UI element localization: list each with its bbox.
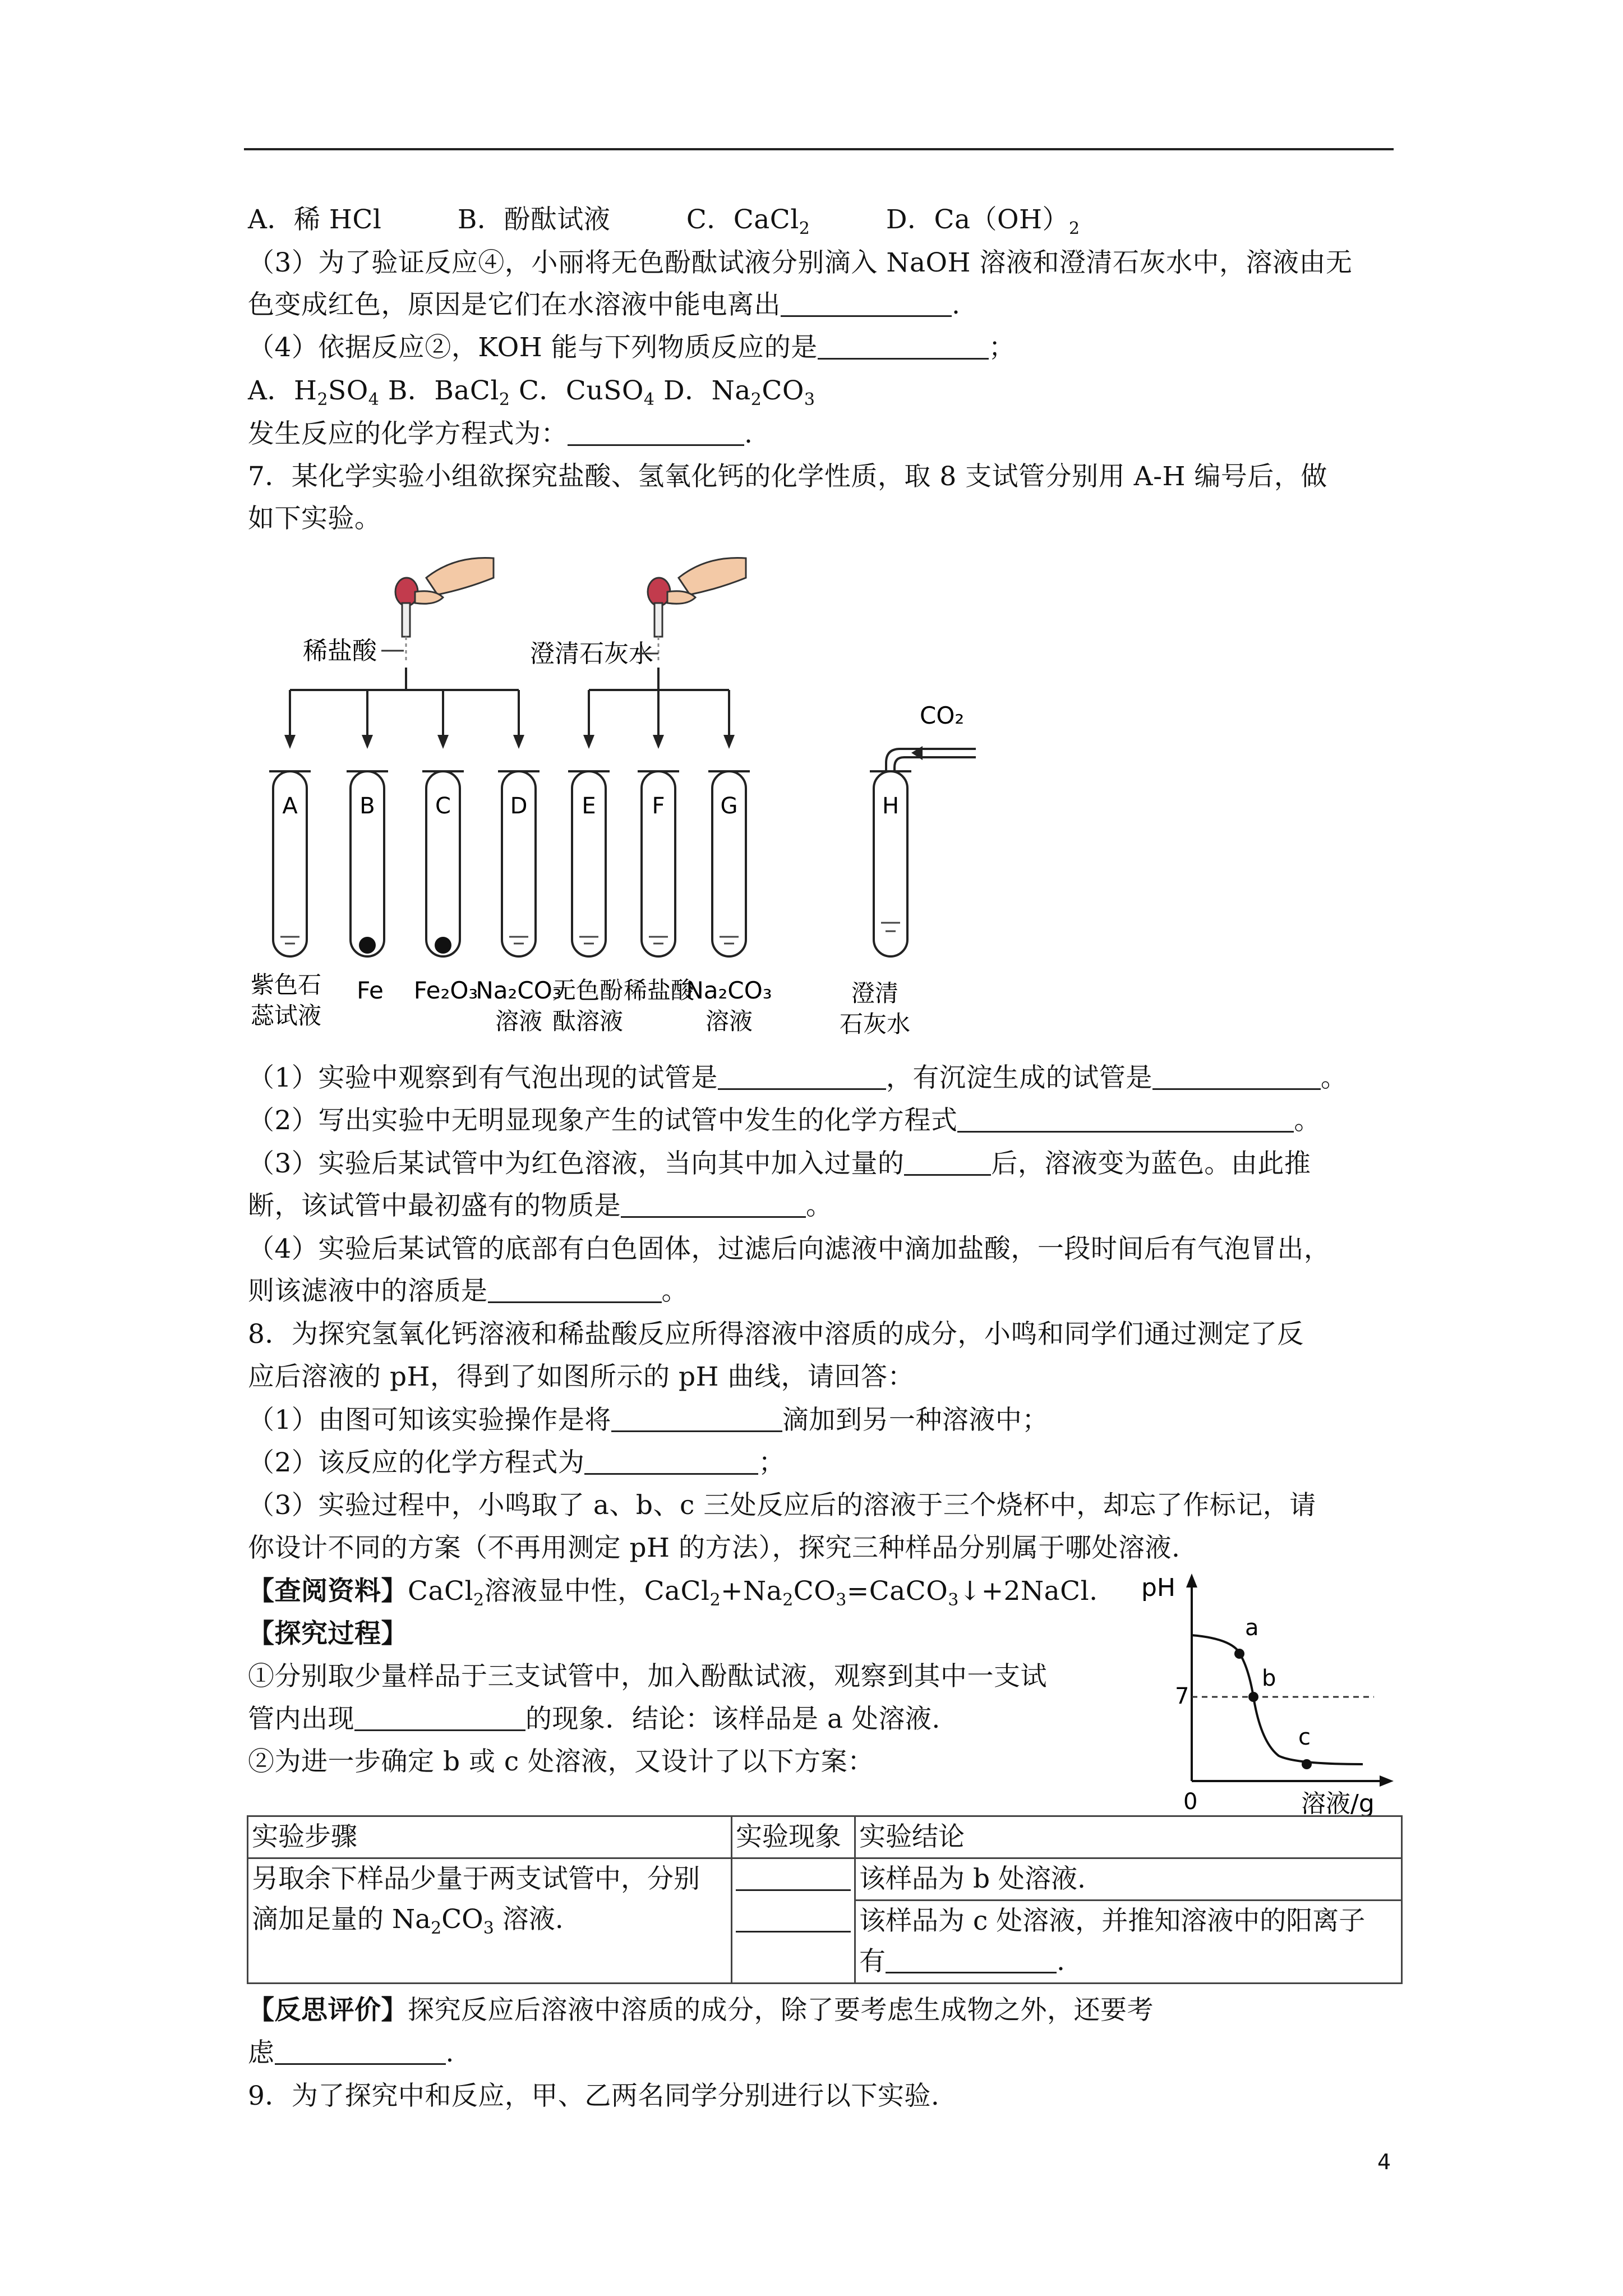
answer-blank[interactable] [718, 1062, 886, 1090]
options-q2: A．稀 HCl B．酚酞试液 C．CaCl$_2$ D．$Ca(OH)_2$ [248, 204, 1080, 238]
q8-line4: （2）该反应的化学方程式为 ； [248, 1447, 785, 1478]
answer-blank[interactable] [611, 1405, 782, 1432]
q7-sub4b: 则该滤液中的溶质是 。 [248, 1276, 688, 1306]
q9-line: 9．为了探究中和反应，甲、乙两名同学分别进行以下实验. [248, 2081, 940, 2111]
q3-line2: 色变成红色，原因是它们在水溶液中能电离出 . [248, 289, 961, 320]
answer-blank[interactable] [584, 1447, 758, 1475]
q3-line1: （3）为了验证反应④，小丽将无色酚酞试液分别滴入 NaOH 溶液和澄清石灰水中，溶液由无 [248, 247, 1353, 278]
ph7-tick-label: 7 [1175, 1683, 1189, 1709]
q8-line9: ①分别取少量样品于三支试管中，加入酚酞试液，观察到其中一支试 [248, 1661, 1047, 1692]
table-cell-step: 另取余下样品少量于两支试管中，分别 滴加足量的 $Na_2CO_3$ 溶液. [248, 1858, 732, 1984]
table-cell-conclusion: 该样品为 c 处溶液，并推知溶液中的阳离子 有 . [855, 1901, 1402, 1984]
content-label: 溶液 [495, 1007, 543, 1035]
hand-dropper-left-icon [395, 558, 494, 662]
q7-sub1: （1）实验中观察到有气泡出现的试管是 ，有沉淀生成的试管是 。 [248, 1062, 1348, 1093]
answer-blank[interactable] [568, 418, 744, 446]
content-label: 澄清 [851, 979, 899, 1007]
q8-line11: ②为进一步确定 b 或 c 处溶液，又设计了以下方案： [248, 1746, 874, 1777]
tube-label-b: B [359, 793, 375, 819]
answer-blank[interactable] [904, 1148, 991, 1176]
tube-label-g: G [720, 793, 738, 819]
reflect-line1: 【反思评价】探究反应后溶液中溶质的成分，除了要考虑生成物之外，还要考 [248, 1995, 1154, 2026]
ph-curve [1192, 1635, 1363, 1764]
table-cell-conclusion: 该样品为 b 处溶液. [855, 1858, 1402, 1901]
origin-label: 0 [1183, 1789, 1198, 1815]
answer-blank[interactable] [886, 1946, 1057, 1973]
x-axis-label: 溶液/g [1301, 1789, 1375, 1818]
answer-blank[interactable] [736, 1905, 851, 1932]
table-header: 实验现象 [732, 1816, 855, 1858]
content-label: 蕊试液 [250, 1002, 322, 1029]
answer-blank[interactable] [736, 1864, 851, 1891]
answer-blank[interactable] [354, 1704, 525, 1731]
point-b [1248, 1692, 1258, 1702]
q7-sub2: （2）写出实验中无明显现象产生的试管中发生的化学方程式 。 [248, 1105, 1321, 1136]
q4-line1: （4）依据反应②，KOH 能与下列物质反应的是 ； [248, 332, 1016, 363]
tube-label-d: D [510, 793, 528, 819]
point-a-label: a [1245, 1615, 1259, 1641]
q8-line5: （3）实验过程中，小鸣取了 a、b、c 三处反应后的溶液于三个烧杯中，却忘了作标记，请 [248, 1490, 1316, 1521]
q7-sub3b: 断，该试管中最初盛有的物质是 。 [248, 1190, 833, 1221]
tube-label-c: C [435, 793, 451, 819]
solid-fe2o3 [435, 937, 451, 954]
solid-fe [359, 937, 376, 954]
table-cell-phenomenon [732, 1858, 855, 1901]
content-label: 无色酚 [552, 977, 624, 1004]
content-label: Fe₂O₃ [413, 977, 478, 1004]
tube-label-f: F [652, 793, 665, 819]
content-label: 紫色石 [250, 971, 322, 999]
content-label: 稀盐酸 [623, 977, 695, 1004]
q8-line1: 8．为探究氢氧化钙溶液和稀盐酸反应所得溶液中溶质的成分，小鸣和同学们通过测定了反 [248, 1319, 1304, 1350]
table-header: 实验结论 [855, 1816, 1402, 1858]
answer-blank[interactable] [621, 1190, 806, 1218]
content-label: Na₂CO₃ [686, 977, 772, 1004]
tube-label-a: A [282, 793, 298, 819]
hand-dropper-right-icon [648, 558, 746, 662]
answer-blank[interactable] [818, 332, 989, 360]
test-tube-figure [241, 550, 998, 1060]
q7-sub4: （4）实验后某试管的底部有白色固体，过滤后向滤液中滴加盐酸，一段时间后有气泡冒出， [248, 1234, 1331, 1264]
answer-blank[interactable] [957, 1105, 1294, 1133]
q7-sub3: （3）实验后某试管中为红色溶液，当向其中加入过量的 后，溶液变为蓝色。由此推 [248, 1148, 1311, 1179]
reagent-left-label: 稀盐酸 [303, 637, 377, 665]
q8-line8: 【探究过程】 [248, 1618, 408, 1649]
experiment-table [247, 1815, 1403, 1984]
q8-line6: 你设计不同的方案（不再用测定 pH 的方法），探究三种样品分别属于哪处溶液. [248, 1533, 1181, 1563]
answer-blank[interactable] [488, 1276, 662, 1303]
table-cell-phenomenon [732, 1901, 855, 1984]
q8-line10: 管内出现 的现象．结论：该样品是 a 处溶液. [248, 1704, 940, 1734]
content-label: Na₂CO₃ [476, 977, 562, 1004]
page-number: 4 [1377, 2150, 1391, 2174]
reagent-right-label: 澄清石灰水 [530, 639, 653, 668]
point-a [1234, 1649, 1244, 1659]
tube-label-e: E [582, 793, 596, 819]
reflect-line2: 虑 . [248, 2037, 454, 2068]
q8-line2: 应后溶液的 pH，得到了如图所示的 pH 曲线，请回答： [248, 1361, 914, 1392]
content-label: 酞溶液 [552, 1007, 624, 1035]
header-rule [244, 148, 1394, 150]
options-q4: A．$H_2SO_4$ B．BaCl$_2$ C．CuSO$_4$ D．$Na_2CO_3$ [248, 375, 815, 409]
q8-line3: （1）由图可知该实验操作是将 滴加到另一种溶液中； [248, 1405, 1049, 1435]
q8-line7: 【查阅资料】CaCl$_2$溶液显中性，$CaCl_2+Na_2CO_3=CaCO_3↓+2NaCl$. [248, 1576, 1098, 1610]
tube-label-h: H [882, 793, 900, 819]
co2-label: CO₂ [920, 702, 965, 729]
equation-line: 发生反应的化学方程式为： . [248, 418, 753, 449]
y-axis-label: pH [1141, 1573, 1176, 1602]
answer-blank[interactable] [275, 2037, 446, 2065]
ph-curve-chart [1127, 1571, 1396, 1818]
q7-line2: 如下实验。 [248, 503, 381, 534]
point-c-label: c [1298, 1724, 1311, 1750]
content-label: 石灰水 [839, 1010, 911, 1038]
point-b-label: b [1262, 1665, 1276, 1691]
point-c [1302, 1759, 1312, 1769]
content-label: 溶液 [705, 1007, 753, 1035]
table-header: 实验步骤 [248, 1816, 732, 1858]
content-label: Fe [357, 977, 384, 1004]
answer-blank[interactable] [1152, 1062, 1321, 1090]
answer-blank[interactable] [781, 289, 952, 317]
q7-line1: 7．某化学实验小组欲探究盐酸、氢氧化钙的化学性质，取 8 支试管分别用 A-H 编号后，做 [248, 461, 1327, 492]
